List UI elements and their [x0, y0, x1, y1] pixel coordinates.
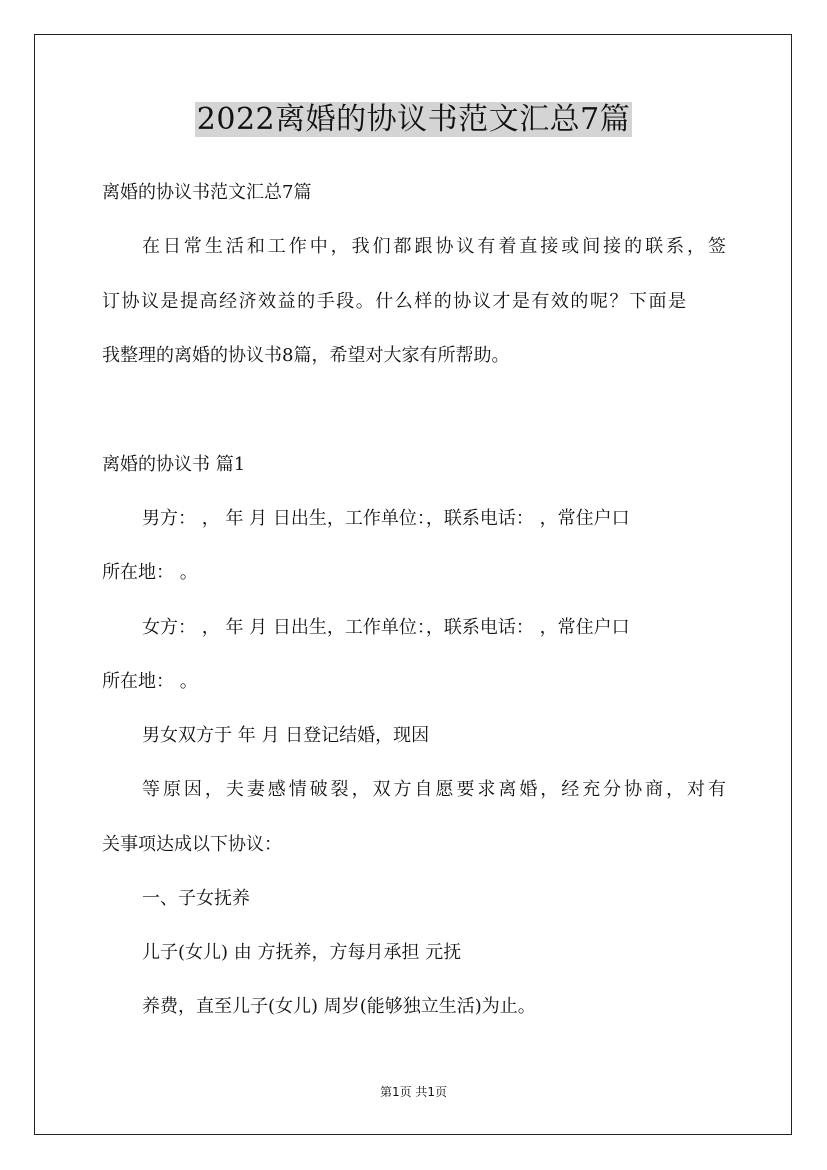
male-line-2: 所在地： 。 [102, 562, 198, 583]
female-line-1: 女方： ， 年 月 日出生，工作单位：，联系电话： ，常住户口 [142, 617, 630, 638]
child-line-2: 养费，直至儿子(女儿) 周岁(能够独立生活)为止。 [142, 996, 536, 1017]
marriage-line: 男女双方于 年 月 日登记结婚，现因 [142, 725, 430, 746]
child-line-1: 儿子(女儿) 由 方抚养，方每月承担 元抚 [142, 942, 462, 963]
document-subtitle: 离婚的协议书范文汇总7篇 [102, 182, 312, 203]
section-heading: 离婚的协议书 篇1 [102, 454, 246, 475]
intro-line-3: 我整理的离婚的协议书8篇，希望对大家有所帮助。 [102, 345, 510, 366]
intro-line-2: 订协议是提高经济效益的手段。什么样的协议才是有效的呢？下面是 [102, 291, 686, 312]
item-heading: 一、子女抚养 [142, 888, 250, 909]
reason-line-1: 等原因，夫妻感情破裂，双方自愿要求离婚，经充分协商，对有 [142, 779, 726, 800]
intro-line-1: 在日常生活和工作中，我们都跟协议有着直接或间接的联系，签 [142, 236, 726, 257]
document-title-wrap [0, 99, 827, 141]
reason-line-2: 关事项达成以下协议： [102, 834, 282, 855]
page-footer: 第1页 共1页 [379, 1085, 448, 1099]
female-line-2: 所在地： 。 [102, 671, 198, 692]
male-line-1: 男方： ， 年 月 日出生，工作单位：，联系电话： ，常住户口 [142, 508, 630, 529]
document-title: 2022离婚的协议书范文汇总7篇 [196, 102, 631, 137]
